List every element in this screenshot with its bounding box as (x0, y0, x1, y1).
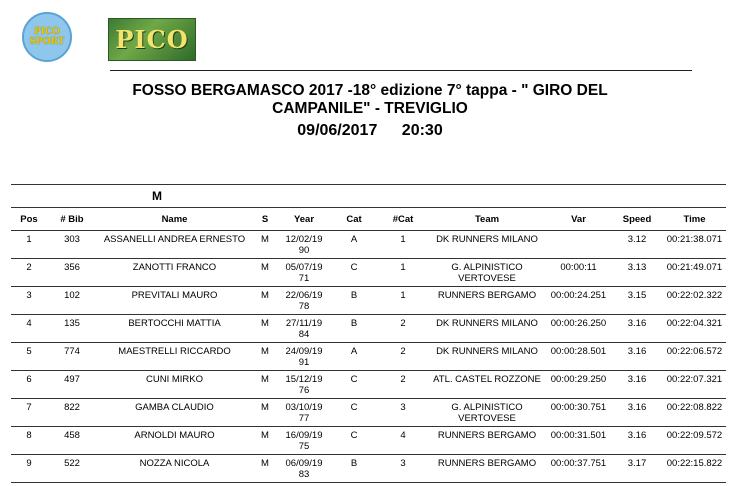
time-cell: 00:22:08.822 (663, 399, 726, 427)
pos-cell: 1 (11, 231, 47, 259)
table-row (11, 427, 726, 455)
banner-logo-text: PICO (115, 25, 189, 54)
sex-cell: M (252, 231, 278, 259)
logo-text-line1: PICO (34, 27, 60, 37)
group-label: M (152, 189, 162, 203)
bib-cell: 522 (47, 455, 97, 483)
cat-rank-cell: 4 (378, 427, 428, 455)
cat-cell: A (330, 343, 378, 371)
col-bib: # Bib (47, 208, 97, 231)
cat-rank-cell: 3 (378, 455, 428, 483)
team-cell: G. ALPINISTICO VERTOVESE (428, 259, 546, 287)
year-cell: 06/09/19 83 (278, 455, 330, 483)
cat-cell: C (330, 399, 378, 427)
name-cell: PREVITALI MAURO (97, 287, 252, 315)
event-datetime (90, 122, 650, 140)
year-cell: 15/12/19 76 (278, 371, 330, 399)
year-cell: 24/09/19 91 (278, 343, 330, 371)
speed-cell: 3.16 (611, 371, 663, 399)
name-cell: BERTOCCHI MATTIA (97, 315, 252, 343)
var-cell: 00:00:37.751 (546, 455, 611, 483)
cat-cell: A (330, 231, 378, 259)
time-cell: 00:21:38.071 (663, 231, 726, 259)
name-cell: ASSANELLI ANDREA ERNESTO (97, 231, 252, 259)
bib-cell: 356 (47, 259, 97, 287)
bib-cell: 774 (47, 343, 97, 371)
year-cell: 27/11/19 84 (278, 315, 330, 343)
pos-cell: 6 (11, 371, 47, 399)
name-cell: CUNI MIRKO (97, 371, 252, 399)
bib-cell: 303 (47, 231, 97, 259)
sex-cell: M (252, 343, 278, 371)
sex-cell: M (252, 399, 278, 427)
col-pos: Pos (11, 208, 47, 231)
pico-sport-logo (22, 12, 72, 62)
speed-cell: 3.16 (611, 427, 663, 455)
team-cell: ATL. CASTEL ROZZONE (428, 371, 546, 399)
table-row (11, 231, 726, 259)
pos-cell: 2 (11, 259, 47, 287)
header-divider (110, 70, 692, 71)
team-cell: DK RUNNERS MILANO (428, 343, 546, 371)
table-header-row (11, 208, 726, 231)
event-date: 09/06/2017 (297, 122, 378, 139)
table-row (11, 287, 726, 315)
cat-cell: B (330, 455, 378, 483)
cat-rank-cell: 2 (378, 371, 428, 399)
cat-cell: C (330, 259, 378, 287)
table-row (11, 343, 726, 371)
time-cell: 00:22:06.572 (663, 343, 726, 371)
var-cell: 00:00:29.250 (546, 371, 611, 399)
col-time: Time (663, 208, 726, 231)
cat-rank-cell: 1 (378, 259, 428, 287)
cat-rank-cell: 2 (378, 315, 428, 343)
table-row (11, 455, 726, 483)
sex-cell: M (252, 287, 278, 315)
cat-rank-cell: 1 (378, 287, 428, 315)
group-header (11, 184, 726, 207)
cat-cell: C (330, 371, 378, 399)
year-cell: 05/07/19 71 (278, 259, 330, 287)
team-cell: DK RUNNERS MILANO (428, 231, 546, 259)
cat-rank-cell: 1 (378, 231, 428, 259)
var-cell: 00:00:24.251 (546, 287, 611, 315)
year-cell: 03/10/19 77 (278, 399, 330, 427)
team-cell: DK RUNNERS MILANO (428, 315, 546, 343)
bib-cell: 135 (47, 315, 97, 343)
sex-cell: M (252, 371, 278, 399)
team-cell: G. ALPINISTICO VERTOVESE (428, 399, 546, 427)
name-cell: ARNOLDI MAURO (97, 427, 252, 455)
event-time: 20:30 (401, 122, 443, 139)
year-cell: 12/02/19 90 (278, 231, 330, 259)
bib-cell: 458 (47, 427, 97, 455)
team-cell: RUNNERS BERGAMO (428, 427, 546, 455)
cat-rank-cell: 2 (378, 343, 428, 371)
results-table-container (11, 184, 726, 483)
bib-cell: 497 (47, 371, 97, 399)
results-body (11, 231, 726, 483)
table-row (11, 259, 726, 287)
time-cell: 00:21:49.071 (663, 259, 726, 287)
speed-cell: 3.17 (611, 455, 663, 483)
cat-cell: B (330, 287, 378, 315)
time-cell: 00:22:15.822 (663, 455, 726, 483)
speed-cell: 3.16 (611, 399, 663, 427)
speed-cell: 3.15 (611, 287, 663, 315)
pico-banner-logo (108, 18, 196, 61)
pos-cell: 3 (11, 287, 47, 315)
col-cat-rank: #Cat (378, 208, 428, 231)
team-cell: RUNNERS BERGAMO (428, 455, 546, 483)
col-name: Name (97, 208, 252, 231)
title-line-1: FOSSO BERGAMASCO 2017 -18° edizione 7° tappa - " GIRO DEL (132, 82, 608, 99)
speed-cell: 3.16 (611, 343, 663, 371)
name-cell: ZANOTTI FRANCO (97, 259, 252, 287)
name-cell: NOZZA NICOLA (97, 455, 252, 483)
var-cell: 00:00:31.501 (546, 427, 611, 455)
var-cell: 00:00:30.751 (546, 399, 611, 427)
pos-cell: 4 (11, 315, 47, 343)
speed-cell: 3.12 (611, 231, 663, 259)
team-cell: RUNNERS BERGAMO (428, 287, 546, 315)
pos-cell: 8 (11, 427, 47, 455)
var-cell (546, 231, 611, 259)
results-table (11, 207, 726, 483)
pos-cell: 5 (11, 343, 47, 371)
cat-cell: C (330, 427, 378, 455)
col-cat: Cat (330, 208, 378, 231)
sex-cell: M (252, 315, 278, 343)
bib-cell: 102 (47, 287, 97, 315)
col-sex: S (252, 208, 278, 231)
sex-cell: M (252, 427, 278, 455)
logo-text-line2: SPORT (29, 37, 65, 47)
sex-cell: M (252, 455, 278, 483)
var-cell: 00:00:11 (546, 259, 611, 287)
year-cell: 22/06/19 78 (278, 287, 330, 315)
col-var: Var (546, 208, 611, 231)
time-cell: 00:22:02.322 (663, 287, 726, 315)
speed-cell: 3.13 (611, 259, 663, 287)
time-cell: 00:22:09.572 (663, 427, 726, 455)
name-cell: MAESTRELLI RICCARDO (97, 343, 252, 371)
col-year: Year (278, 208, 330, 231)
time-cell: 00:22:04.321 (663, 315, 726, 343)
table-row (11, 371, 726, 399)
bib-cell: 822 (47, 399, 97, 427)
var-cell: 00:00:26.250 (546, 315, 611, 343)
year-cell: 16/09/19 75 (278, 427, 330, 455)
pos-cell: 7 (11, 399, 47, 427)
time-cell: 00:22:07.321 (663, 371, 726, 399)
pos-cell: 9 (11, 455, 47, 483)
table-row (11, 315, 726, 343)
name-cell: GAMBA CLAUDIO (97, 399, 252, 427)
col-speed: Speed (611, 208, 663, 231)
title-line-2: CAMPANILE" - TREVIGLIO (272, 100, 468, 117)
cat-rank-cell: 3 (378, 399, 428, 427)
page-title (90, 82, 650, 118)
var-cell: 00:00:28.501 (546, 343, 611, 371)
speed-cell: 3.16 (611, 315, 663, 343)
col-team: Team (428, 208, 546, 231)
table-row (11, 399, 726, 427)
cat-cell: B (330, 315, 378, 343)
sex-cell: M (252, 259, 278, 287)
